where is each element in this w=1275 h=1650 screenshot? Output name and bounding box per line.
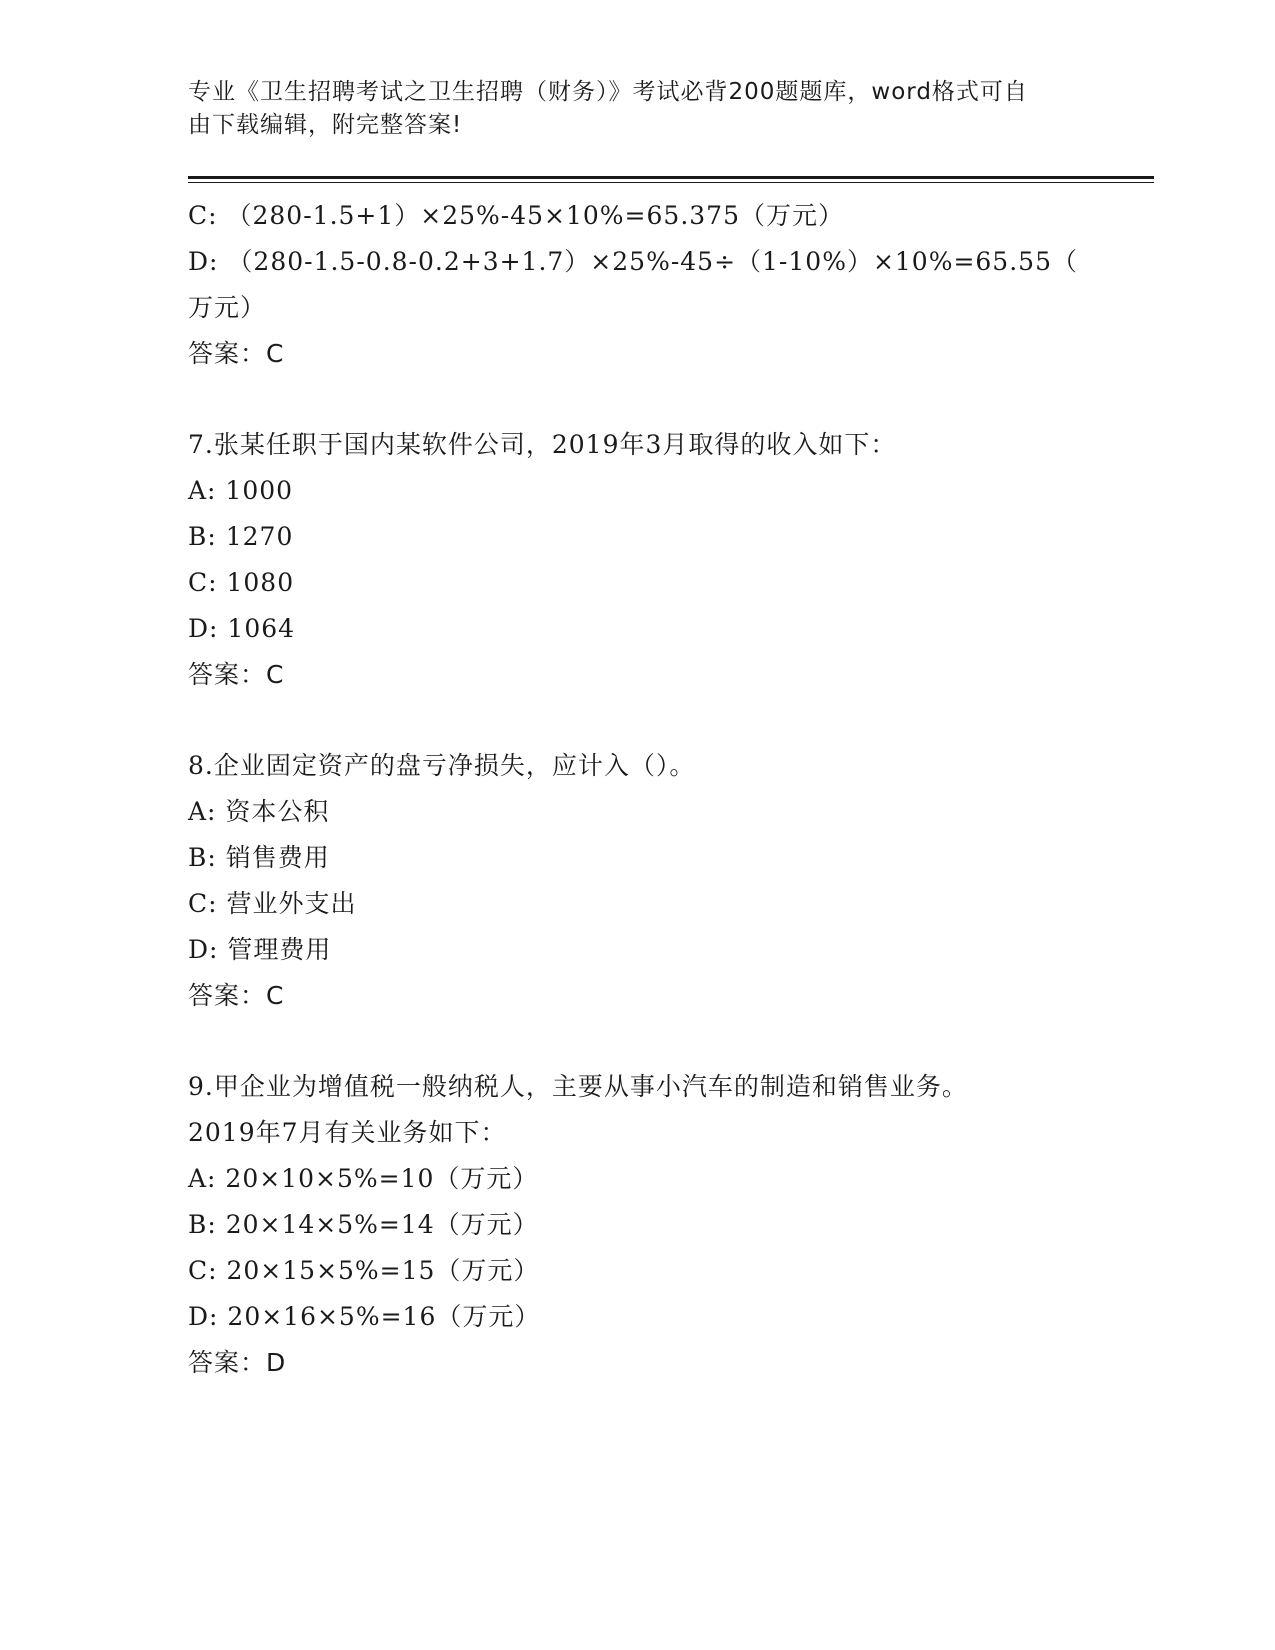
question-8: [188, 743, 1068, 1019]
header-title-line-1: 专业《卫生招聘考试之卫生招聘（财务）》考试必背200题题库，word格式可自: [188, 79, 1028, 105]
document-header: [188, 76, 1068, 142]
header-rule-thin: [188, 182, 1154, 183]
answer: 答案：D: [188, 1348, 287, 1377]
option-d-wrap: 万元）: [188, 293, 267, 322]
spacer: [188, 698, 1068, 743]
option-d: D: 20×16×5%=16（万元）: [188, 1302, 541, 1331]
answer: 答案：C: [188, 339, 285, 368]
question-stem: 9.甲企业为增值税一般纳税人，主要从事小汽车的制造和销售业务。: [188, 1072, 968, 1101]
question-stem-wrap: 2019年7月有关业务如下：: [188, 1118, 507, 1147]
option-a: A: 20×10×5%=10（万元）: [188, 1164, 539, 1193]
answer: 答案：C: [188, 660, 285, 689]
spacer: [188, 1019, 1068, 1064]
option-b: B: 20×14×5%=14（万元）: [188, 1210, 539, 1239]
question-stem: 7.张某任职于国内某软件公司，2019年3月取得的收入如下：: [188, 430, 897, 459]
option-d: D: 1064: [188, 614, 296, 643]
option-b: B: 销售费用: [188, 843, 330, 872]
question-6-continuation: [188, 193, 1078, 377]
option-d: D: 管理费用: [188, 935, 332, 964]
option-c: C: 1080: [188, 568, 295, 597]
option-a: A: 1000: [188, 476, 294, 505]
option-b: B: 1270: [188, 522, 294, 551]
header-rule-thick: [188, 176, 1154, 179]
option-a: A: 资本公积: [188, 797, 330, 826]
option-c: C: 20×15×5%=15（万元）: [188, 1256, 540, 1285]
header-title-line-2: 由下载编辑，附完整答案!: [188, 112, 463, 138]
option-d: D: （280-1.5-0.8-0.2+3+1.7）×25%-45÷（1-10%）×10%=65.55（: [188, 247, 1078, 276]
question-7: [188, 422, 1068, 698]
question-stem: 8.企业固定资产的盘亏净损失，应计入（）。: [188, 751, 696, 780]
option-c: C: 营业外支出: [188, 889, 357, 918]
document-body: [188, 193, 1078, 1386]
answer: 答案：C: [188, 981, 285, 1010]
option-c: C: （280-1.5+1）×25%-45×10%=65.375（万元）: [188, 201, 844, 230]
question-9: [188, 1064, 1068, 1386]
spacer: [188, 377, 1068, 422]
